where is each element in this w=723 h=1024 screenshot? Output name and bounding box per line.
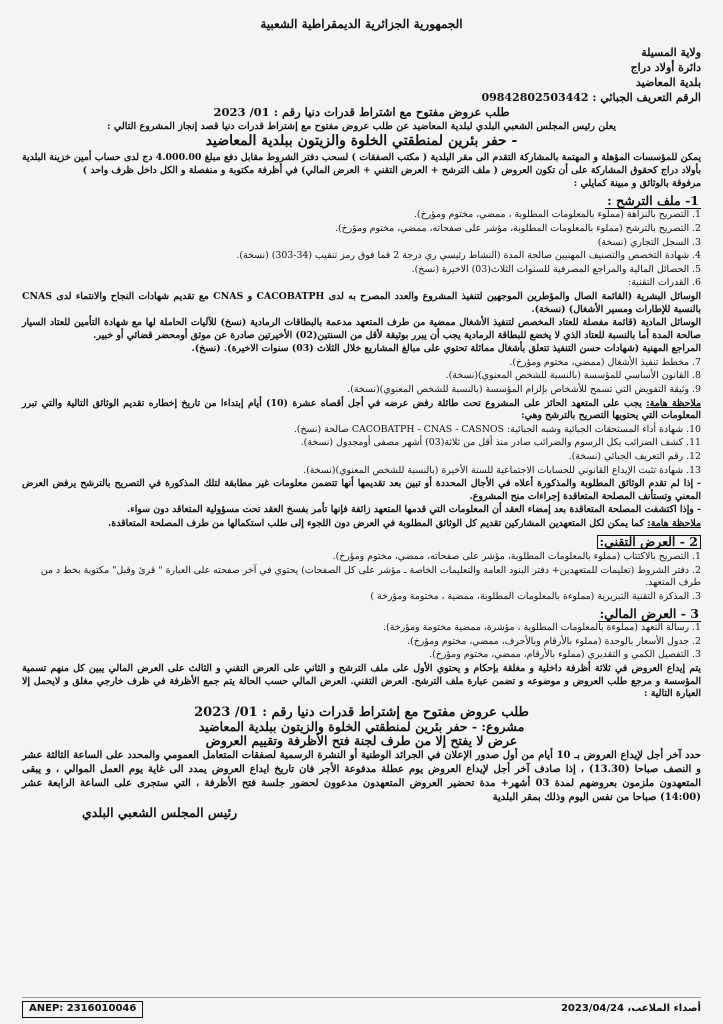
termination-note: - وإذا اكتشفت المصلحة المتعاقدة بعد إمضاء العقد أن المعلومات التي قدمها المتعهد زائفة فإنها تأمر بفسخ العقد تحت مسؤولية المتعاقد دون سواء. — [127, 504, 701, 516]
list-item: 12. رقم التعريف الجبائي (نسخة). — [568, 451, 701, 463]
list-item: 1. التصريح بالنزاهة (مملوء بالمعلومات المطلوبة ، ممضي، مختوم ومؤرخ). — [413, 209, 701, 221]
list-item: 11. كشف الضرائب يكل الرسوم والضرائب صادر منذ أقل من ثلاثة(03) أشهر مصفى أومجدول (نسخة). — [300, 437, 701, 449]
list-item: 2. دفتر الشروط (تعليمات للمتعهدين+ دفتر البنود العامة والتعليمات الخاصة ـ مؤشر على كل الصفحات) يحتوي في آخر صفحته على العبارة " قرئ وقبل" مكتوبة بخط د من طرف المتعهد. — [40, 564, 701, 589]
candidacy-list — [22, 209, 701, 290]
notice-intro: يعلن رئيس المجلس الشعبي البلدي لبلدية المعاضيد عن طلب عروض مفتوح مع إشتراط قدرات دنيا قصد إنجاز المشروع التالي : — [106, 120, 617, 132]
financial-section-title: 3 - العرض المالي: — [599, 605, 699, 621]
submission-text: يتم إيداع العروض في ثلاثة أظرفة داخلية و مغلقة بإحكام و يحتوي الأول على ملف الترشح و الثاني على العرض التقني و الثالث على العرض المالي يبين كل منهم تسمية المؤسسة و مرجع طلب العروض و موضوعه و تضمن عبارة ملف الترشح. العرض التقني. العرض المالي حسب الحالة يتم جمع الأظرفة في ظرف خارجي مغلق و لايحمل إلا العبارة التالية : — [22, 662, 701, 700]
list-item: 2. جدول الأسعار بالوحدة (مملوء بالأرقام وبالأحرف، ممضي، مختوم ومؤرخ). — [407, 635, 701, 647]
note-text: كما يمكن لكل المتعهدين المشاركين تقديم كل الوثائق المطلوبة في العرض دون اللجوء إلى طلب استكمالها من طرف المصلحة المتعاقدة. — [108, 518, 645, 529]
list-item: 5. الحصائل المالية والمراجع المصرفية للسنوات الثلاث(03) الاخيرة (نسخ). — [411, 263, 701, 275]
list-item: 1. رسالة التعهد (مملوءة بالمعلومات المطلوبة ، مؤشرة، ممضية مختومة ومؤرخة). — [383, 622, 701, 634]
candidacy-list-b — [22, 357, 701, 397]
envelope-project: مشروع: - حفر بئرين لمنطقتي الخلوة والزيتون ببلدية المعاضيد — [198, 719, 525, 735]
envelope-block — [22, 704, 702, 820]
list-item: 2. التصريح بالترشح (مملوء بالمعلومات المطلوبة، مؤشر على صفحاته، ممضي، مختوم ومؤرخ). — [334, 222, 701, 234]
important-note-2 — [22, 518, 701, 531]
candidacy-section-title: 1- ملف الترشح : — [607, 192, 699, 208]
technical-section-title: 2 - العرض التقني: — [22, 535, 701, 550]
footer — [22, 997, 701, 1018]
republic-heading: الجمهورية الجزائرية الديمقراطية الشعبية — [260, 17, 463, 31]
candidacy-list-c — [22, 424, 701, 477]
notice-attachments: مرفوقة بالوثائق و مبينة كمايلي : — [573, 178, 701, 190]
note-text: يجب على المتعهد الحائز على المشروع تحت طائلة رفض عرضه في أجل أقصاه عشرة (10) أيام إبتداءا من تاريخ إخطاره تقديم الوثائق التالية والتي تبرر المعلومات التي يحتويها التصريح بالترشح وهي: — [22, 397, 701, 422]
list-item: 6. القدرات التقنية: — [628, 277, 701, 289]
list-item: 3. المذكرة التقنية التبريرية (مملوءة بالمعلومات المطلوبة، ممضية ، مختومة ومؤرخة ) — [370, 590, 701, 602]
list-item: 7. مخطط تنفيذ الأشغال (ممضي، مختوم ومؤرخ). — [509, 356, 701, 368]
list-item: 4. شهادة التخصص والتصنيف المهنيين صالحة المدة (النشاط رئيسي ري درجة 2 فما فوق رمز تنقيب (34-303) (نسخة). — [236, 250, 701, 262]
technical-list — [22, 551, 701, 603]
notice-title: طلب عروض مفتوح مع اشتراط قدرات دنيا رقم : 01/ 2023 — [213, 105, 510, 120]
anep-reference: ANEP: 2316010046 — [22, 1001, 143, 1018]
commune-label: بلدية المعاضيد — [635, 75, 701, 89]
envelope-warning: عرض لا يفتح إلا من طرف لجنة فتح الأظرفة وتقييم العروض — [205, 732, 518, 748]
daira-label: دائرة أولاد دراج — [630, 60, 701, 74]
list-item: 3. التفصيل الكمي و التقديري (مملوء بالأرقام، ممضي، مختوم ومؤرخ). — [429, 649, 701, 661]
financial-list — [22, 622, 701, 662]
note-label: ملاحظة هامة: — [646, 397, 702, 409]
publication-source: أصداء الملاعب، 2023/04/24 — [560, 1003, 701, 1015]
human-resources-text: الوسائل البشرية (القائمة الصال والمؤطرين الموجهين لتنفيذ المشروع والعدد المصرح به لدى CACOBATPH و CNAS مع تقديم شهادات النجاح والانتماء لدى CNAS بالنسبة للإطارات ومسير الأشغال) (نسخة). — [22, 290, 701, 315]
province-label: ولاية المسيلة — [641, 45, 701, 59]
important-note — [22, 398, 701, 423]
list-item: 8. القانون الأساسي للمؤسسة (بالنسبة للشخص المعنوي)(نسخة). — [445, 370, 701, 382]
note-label: ملاحظة هامة: — [647, 518, 701, 529]
notice-conditions: يمكن للمؤسسات المؤهلة و المهتمة بالمشاركة التقدم الى مقر البلدية ( مكتب الصفقات ) لسحب دفتر الشروط مقابل دفع مبلغ 4.000.00 دج لدى حساب أمين خزينة البلدية بأولاد دراج كحقوق المشاركة على أن تكون العروض ( ملف الترشح + العرض التقني + العرض المالي) في أظرفة مكتوبة و منفصلة و الكل داخل ظرف واحد ) — [22, 151, 701, 176]
tax-id: الرقم التعريف الجبائي : 09842802503442 — [481, 90, 701, 104]
list-item: 10. شهادة أداء المستحقات الجبائية وشبه الجبائية: CACOBATPH - CNAS - CASNOS صالحة (نسخ). — [293, 423, 701, 435]
list-item: 9. وثيقة التفويض التي تسمح للأشخاص بإلزام المؤسسة (بالنسبة للشخص المعنوي)(نسخة). — [347, 384, 701, 396]
material-means-text: الوسائل المادية (قائمة مفصلة للعتاد المخصص لتنفيذ الأشغال ممضية من طرف المتعهد مدعمة بالبطاقات الرمادية (نسخ) للآليات الحاملة لها مع شهادة التأمين للعتاد السيار صالحة المدة أما بالنسبة للعتاد الذي لا يخضع للبطاقة الرمادية يجب أن يبرر بوثيقة لأقل من السنتين(02) الأخيرتين صادرة عن موثق أومحضر قضائي أو خبير. — [22, 317, 701, 341]
list-item: 3. السجل التجاري (نسخة) — [597, 236, 701, 248]
list-item: 1. التصريح بالاكتتاب (مملوء بالمعلومات المطلوبة، مؤشر على صفحاته، ممضي، مختوم ومؤرخ). — [332, 551, 701, 563]
deadline-text: حدد آخر أجل لإيداع العروض بـ 10 أيام من أول صدور الإعلان في الجرائد الوطنية أو النشرة الرسمية لصفقات المتعامل العمومي والمحدد على الساعة الثالثة عشر و النصف صباحا (13.30) ، إذا صادف آخر أجل لإيداع العروض يوم عطلة مدفوعة الأجر فان تاريخ ايداع العروض يمدد الى غاية يوم العمل الموالي ، و يبقى المتعهدون ملزمون بعروضهم لمدة 03 أشهر+ مدة تحضير العروض المتعهدون مدعوون لحضور جلسة فتح الأظرفة ، التي ستجرى على الساعة الرابعة عشر (14:00) صباحا من نفس اليوم وذلك بمقر البلدية — [22, 749, 702, 803]
project-title: - حفر بئرين لمنطقتي الخلوة والزيتون ببلدية المعاضيد — [205, 133, 518, 150]
authority-block — [22, 45, 701, 90]
signature: رئيس المجلس الشعبي البلدي — [82, 804, 238, 820]
references-text: المراجع المهنية (شهادات حسن التنفيذ تتعلق بأشغال مماثلة تحتوي على مبالغ المشاريع خلال الثلاث (03) سنوات الاخيرة). (نسخ). — [191, 343, 701, 355]
envelope-title: طلب عروض مفتوح مع إشتراط قدرات دنيا رقم : 01/ 2023 — [194, 704, 529, 720]
list-item: 13. شهادة تثبت الإيداع القانوني للحسابات الاجتماعية للسنة الأخيرة (بالنسبة للشخص المعنوي)(نسخة). — [303, 464, 701, 476]
rejection-note: - إذا لم تقدم الوثائق المطلوبة والمذكورة أعلاه في الأجال المحددة أو تبين بعد تقديمها أنها تتضمن معلومات غير مطابقة لتلك المذكورة في التصريح بالترشح يرفض العرض المعني وتستأنف المصلحة المتعاقدة إجراءات منح المشروع. — [22, 478, 701, 502]
